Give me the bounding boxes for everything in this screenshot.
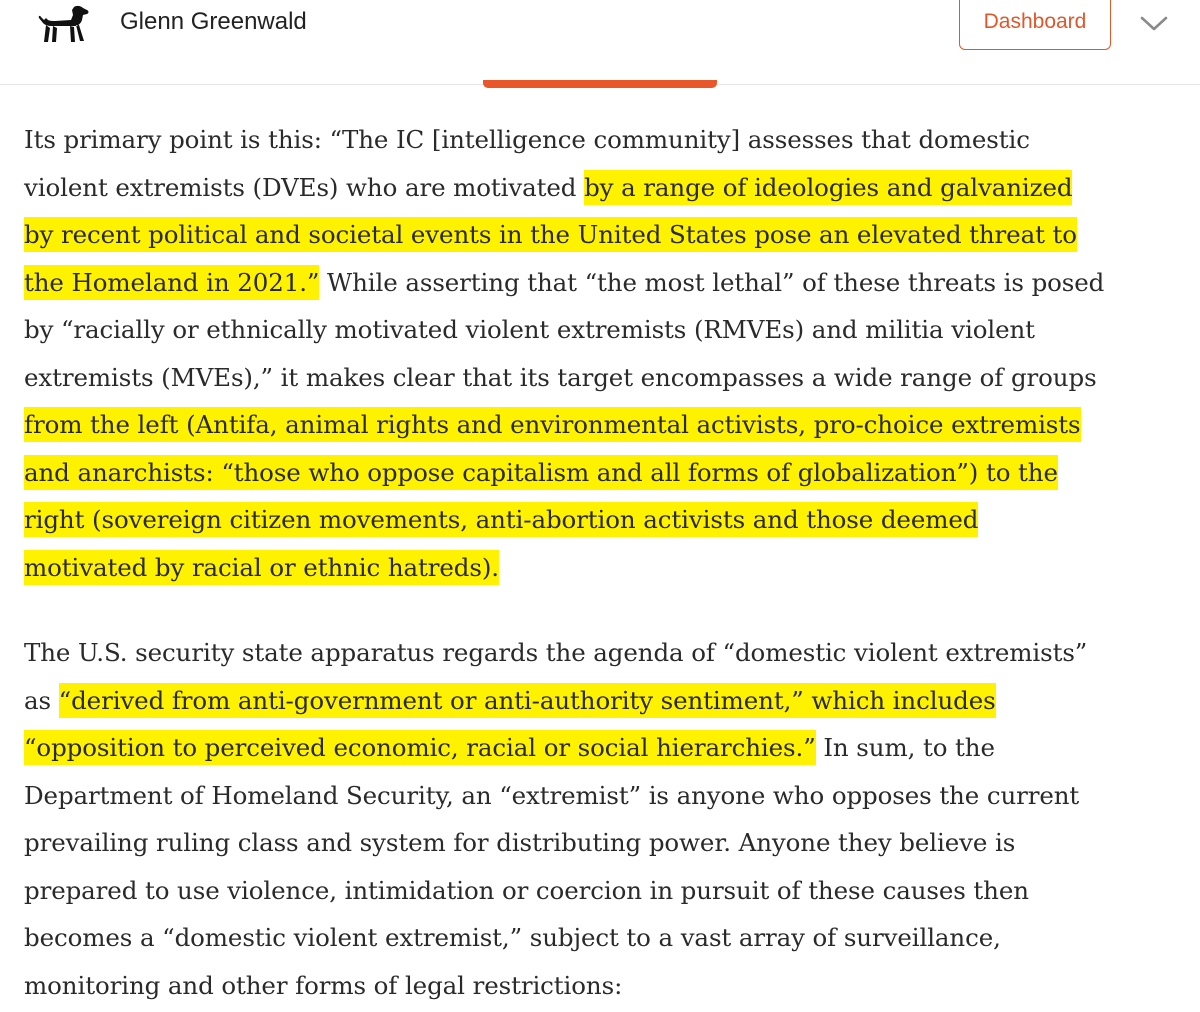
highlighted-text: the Homeland in 2021.” xyxy=(24,265,319,300)
text-line: In sum, to the xyxy=(815,733,995,762)
text-line: prevailing ruling class and system for distributing power. Anyone they believe is xyxy=(24,828,1016,857)
article-paragraph xyxy=(24,629,1184,1009)
dashboard-button[interactable]: Dashboard xyxy=(959,0,1111,50)
text-line: Its primary point is this: “The IC [intelligence community] assesses that domestic xyxy=(24,125,1030,154)
text-line: While asserting that “the most lethal” of these threats is posed xyxy=(319,267,1105,297)
highlighted-text: and anarchists: “those who oppose capitalism and all forms of globalization”) to the xyxy=(24,455,1058,490)
article-body xyxy=(24,116,1184,1009)
highlighted-text: from the left (Antifa, animal rights and environmental activists, pro-choice extremists xyxy=(24,407,1081,442)
highlighted-text: right (sovereign citizen movements, anti-abortion activists and those deemed xyxy=(24,502,978,537)
top-navigation-bar xyxy=(0,0,1200,85)
text-line: becomes a “domestic violent extremist,” subject to a vast array of surveillance, xyxy=(24,923,1001,952)
highlighted-text: “derived from anti-government or anti-authority sentiment,” which includes xyxy=(59,683,996,718)
text-line: The U.S. security state apparatus regards the agenda of “domestic violent extremists” xyxy=(24,638,1088,667)
text-line: violent extremists (DVEs) who are motivated xyxy=(24,172,585,202)
highlighted-text: motivated by racial or ethnic hatreds). xyxy=(24,550,499,585)
highlighted-text: by a range of ideologies and galvanized xyxy=(584,170,1072,205)
text-line: Department of Homeland Security, an “extremist” is anyone who opposes the current xyxy=(24,780,1080,810)
dog-silhouette-icon[interactable] xyxy=(34,4,90,46)
article-paragraph xyxy=(24,116,1184,591)
text-line: by “racially or ethnically motivated violent extremists (RMVEs) and militia violent xyxy=(24,315,1035,344)
chevron-down-icon[interactable] xyxy=(1136,8,1172,38)
text-line: prepared to use violence, intimidation or coercion in pursuit of these causes then xyxy=(24,875,1029,905)
publication-author-name[interactable]: Glenn Greenwald xyxy=(120,8,307,35)
text-line: extremists (MVEs),” it makes clear that its target encompasses a wide range of groups xyxy=(24,362,1097,392)
progress-accent-bar xyxy=(483,80,717,88)
highlighted-text: by recent political and societal events in the United States pose an elevated threat to xyxy=(24,217,1077,252)
highlighted-text: “opposition to perceived economic, racial or social hierarchies.” xyxy=(24,730,816,765)
text-line: monitoring and other forms of legal restrictions: xyxy=(24,970,623,1000)
text-line: as xyxy=(24,685,59,715)
